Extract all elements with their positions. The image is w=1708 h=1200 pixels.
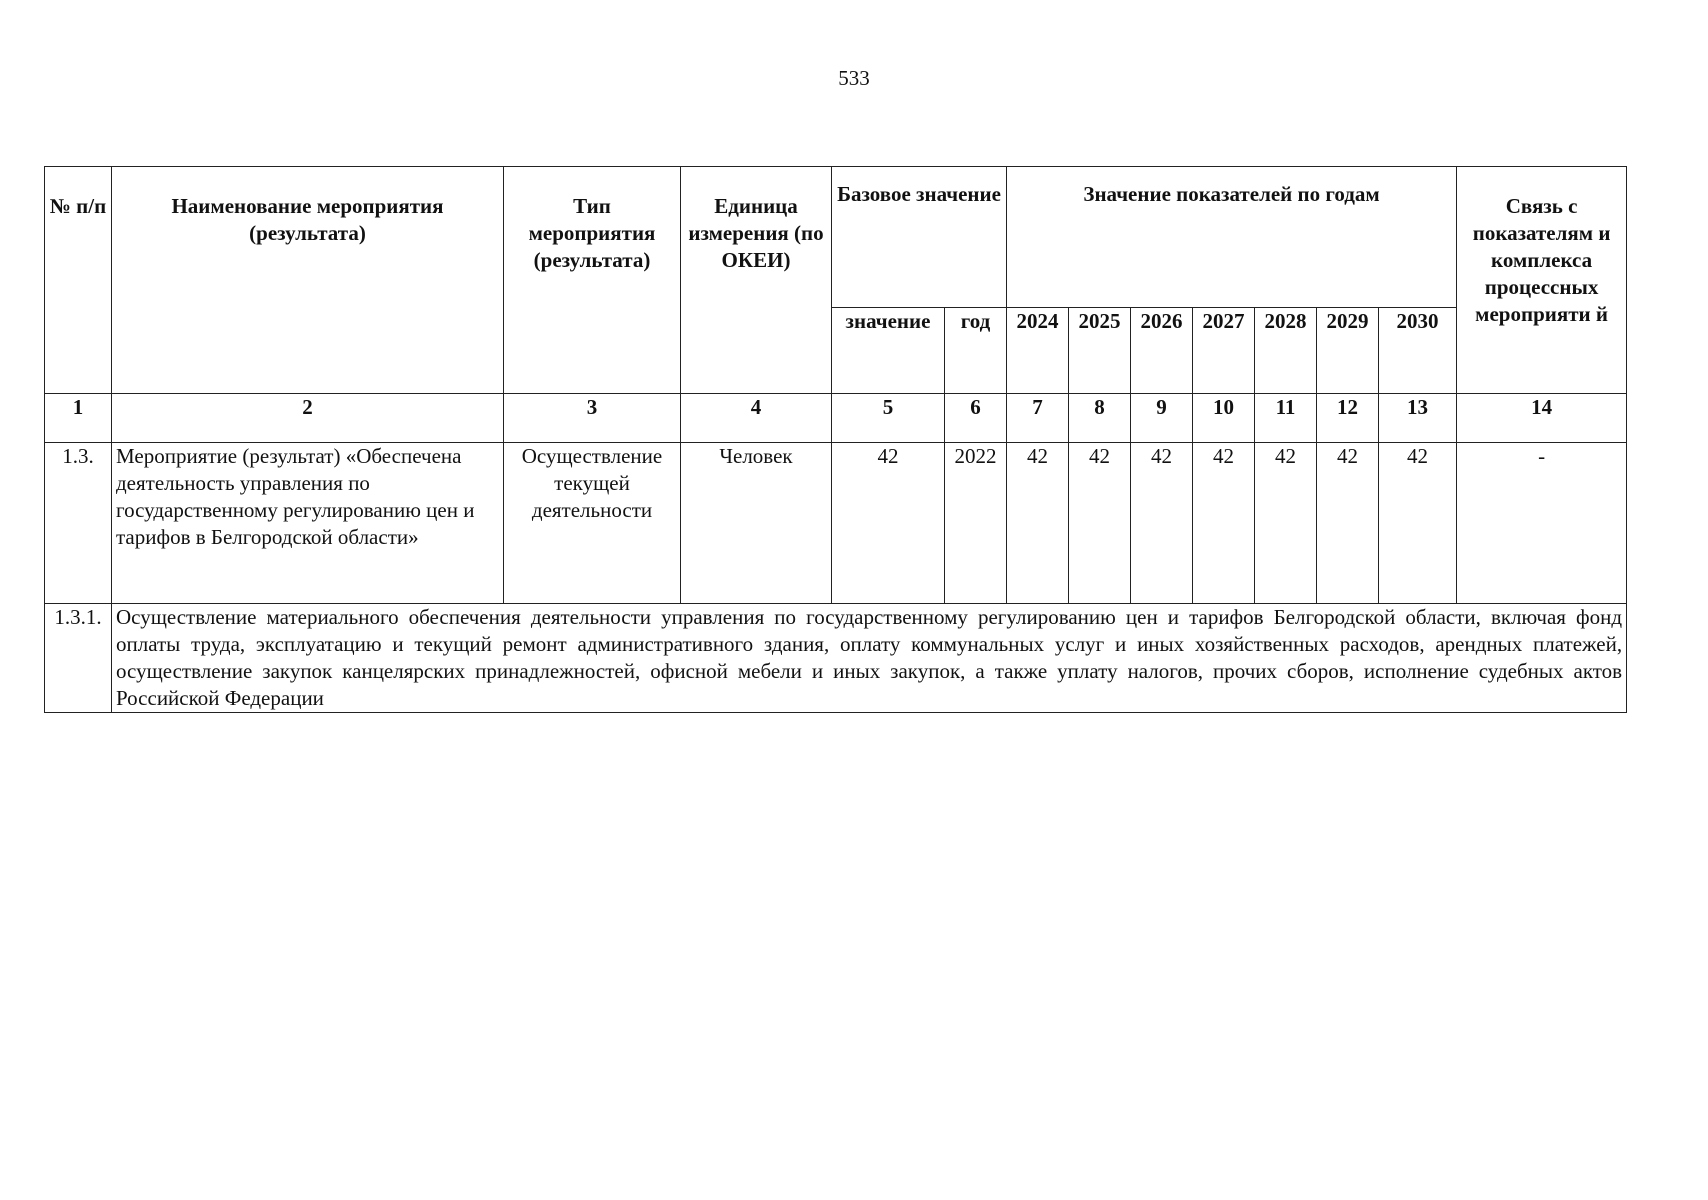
- header-type: Тип мероприятия (результата): [504, 167, 681, 394]
- column-number-row: [45, 394, 1627, 443]
- header-year: 2024: [1007, 308, 1069, 394]
- header-years-group: Значение показателей по годам: [1007, 167, 1457, 308]
- row-link: -: [1457, 443, 1627, 604]
- row-unit: Человек: [681, 443, 832, 604]
- column-number: 14: [1457, 394, 1627, 443]
- column-number: 6: [945, 394, 1007, 443]
- header-year: 2026: [1131, 308, 1193, 394]
- column-number: 2: [112, 394, 504, 443]
- measures-table: [44, 166, 1627, 713]
- header-base-value: значение: [832, 308, 945, 394]
- header-year: 2028: [1255, 308, 1317, 394]
- header-link: Связь с показателям и комплекса процессных мероприяти й: [1457, 167, 1627, 394]
- header-year: 2027: [1193, 308, 1255, 394]
- header-year: 2030: [1379, 308, 1457, 394]
- column-number: 10: [1193, 394, 1255, 443]
- header-name: Наименование мероприятия (результата): [112, 167, 504, 394]
- column-number: 4: [681, 394, 832, 443]
- row-base-value: 42: [832, 443, 945, 604]
- row-base-year: 2022: [945, 443, 1007, 604]
- column-number: 8: [1069, 394, 1131, 443]
- column-number: 7: [1007, 394, 1069, 443]
- header-base: Базовое значение: [832, 167, 1007, 308]
- row-year-value: 42: [1069, 443, 1131, 604]
- header-row-1: [45, 167, 1627, 308]
- row-year-value: 42: [1131, 443, 1193, 604]
- table-row: [45, 443, 1627, 604]
- row-year-value: 42: [1255, 443, 1317, 604]
- column-number: 3: [504, 394, 681, 443]
- row-year-value: 42: [1317, 443, 1379, 604]
- row-year-value: 42: [1007, 443, 1069, 604]
- table-row: [45, 604, 1627, 713]
- header-unit: Единица измерения (по ОКЕИ): [681, 167, 832, 394]
- column-number: 12: [1317, 394, 1379, 443]
- column-number: 5: [832, 394, 945, 443]
- row-name: Мероприятие (результат) «Обеспечена деятельность управления по государственному регулированию цен и тарифов в Белгородской области»: [112, 443, 504, 604]
- header-year: 2025: [1069, 308, 1131, 394]
- column-number: 11: [1255, 394, 1317, 443]
- column-number: 9: [1131, 394, 1193, 443]
- sub-row-num: 1.3.1.: [45, 604, 112, 713]
- row-year-value: 42: [1193, 443, 1255, 604]
- header-year: 2029: [1317, 308, 1379, 394]
- sub-row-text: Осуществление материального обеспечения деятельности управления по государственному регулированию цен и тарифов Белгородской области, включая фонд оплаты труда, эксплуатацию и текущий ремонт административного здания, оплату коммунальных услуг и иных хозяйственных расходов, арендных платежей, осуществление закупок канцелярских принадлежностей, офисной мебели и иных закупок, а также уплату налогов, прочих сборов, исполнение судебных актов Российской Федерации: [112, 604, 1627, 713]
- header-base-year: год: [945, 308, 1007, 394]
- page-number: 533: [838, 66, 870, 90]
- row-year-value: 42: [1379, 443, 1457, 604]
- column-number: 1: [45, 394, 112, 443]
- column-number: 13: [1379, 394, 1457, 443]
- row-num: 1.3.: [45, 443, 112, 604]
- row-type: Осуществление текущей деятельности: [504, 443, 681, 604]
- header-num: № п/п: [45, 167, 112, 394]
